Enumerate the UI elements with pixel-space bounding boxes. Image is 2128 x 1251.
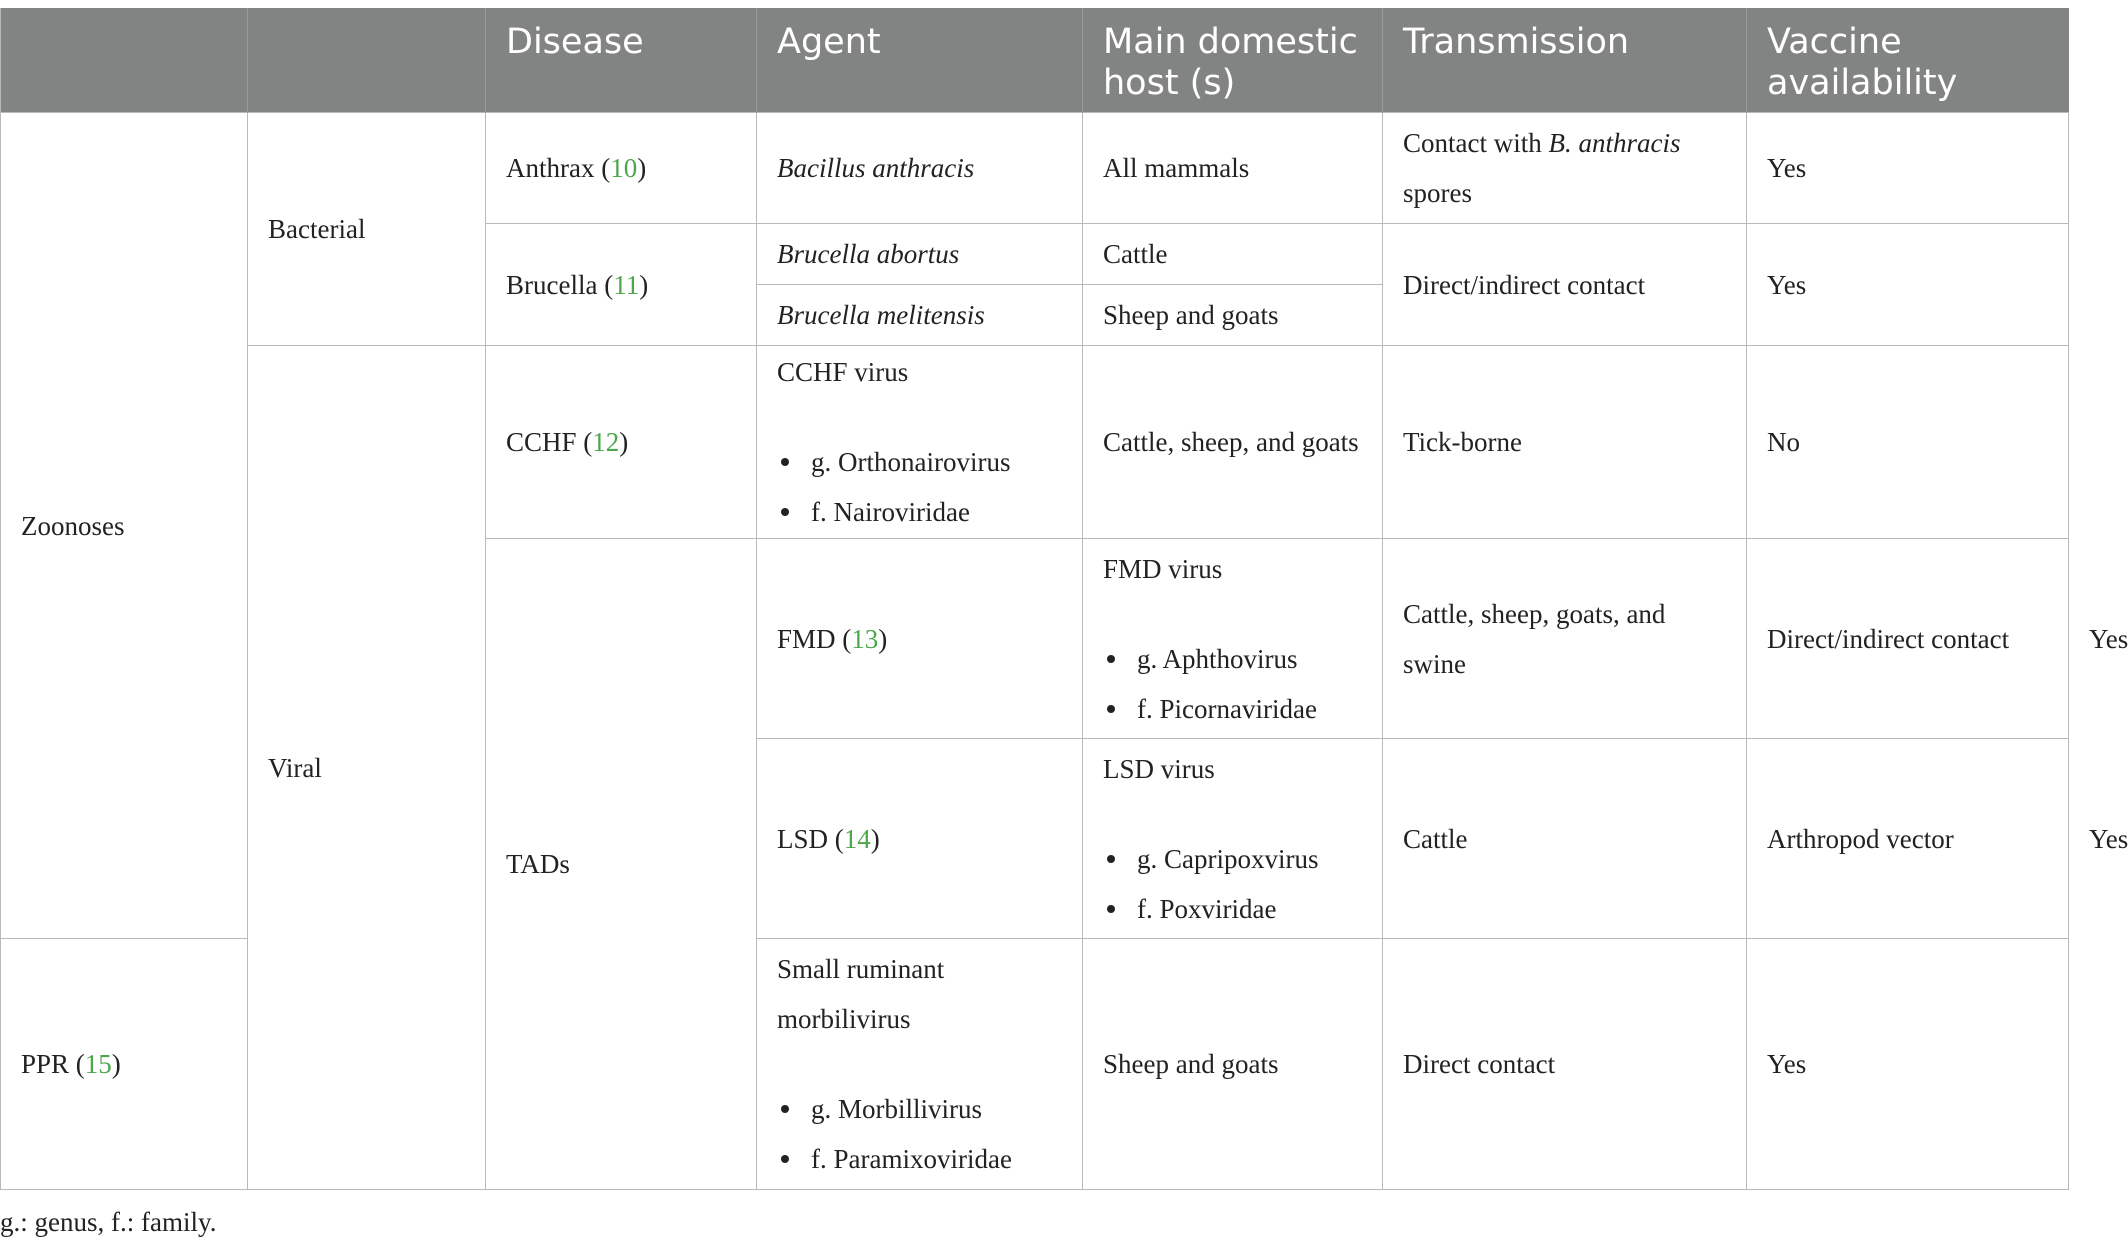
family-item: f. Poxviridae — [1103, 884, 1362, 934]
disease-cell: FMD (13) — [757, 539, 1083, 739]
reference-link[interactable]: 14 — [843, 823, 871, 854]
header-row — [1, 8, 2069, 113]
header-agent: Agent — [757, 8, 1083, 113]
host-cell: Sheep and goats — [1083, 939, 1383, 1190]
vaccine-cell: Yes — [1747, 113, 2069, 224]
group-zoonoses: Zoonoses — [1, 113, 248, 939]
transmission-cell: Direct/indirect contact — [1747, 539, 2069, 739]
genus-item: g. Orthonairovirus — [777, 437, 1062, 487]
taxonomy-list — [777, 437, 1062, 537]
transmission-cell: Direct contact — [1383, 939, 1747, 1190]
transmission-cell: Direct/indirect contact — [1383, 224, 1747, 346]
agent-cell: Brucella abortus — [757, 224, 1083, 285]
genus-item: g. Morbillivirus — [777, 1084, 1062, 1134]
disease-cell: CCHF (12) — [486, 346, 757, 539]
header-host: Main domestic host (s) — [1083, 8, 1383, 113]
agent-cell: Brucella melitensis — [757, 285, 1083, 346]
host-cell: Cattle — [1383, 739, 1747, 939]
disease-table — [0, 8, 2128, 1190]
table-row-cchf — [1, 346, 2069, 539]
agent-name: Small ruminant morbilivirus — [777, 954, 945, 1034]
reference-link[interactable]: 15 — [84, 1049, 112, 1079]
agent-cell — [757, 346, 1083, 539]
agent-cell: Bacillus anthracis — [757, 113, 1083, 224]
agent-name: CCHF virus — [777, 357, 909, 387]
disease-cell: Anthrax (10) — [486, 113, 757, 224]
agent-name: FMD virus — [1103, 553, 1223, 584]
host-cell: Sheep and goats — [1083, 285, 1383, 346]
header-disease: Disease — [486, 8, 757, 113]
agent-cell — [1083, 539, 1383, 739]
vaccine-cell: Yes — [1747, 224, 2069, 346]
taxonomy-list — [777, 1084, 1062, 1184]
type-viral: Viral — [248, 346, 486, 1190]
disease-cell: PPR (15) — [1, 939, 248, 1190]
header-transmission: Transmission — [1383, 8, 1747, 113]
family-item: f. Nairoviridae — [777, 487, 1062, 537]
genus-item: g. Aphthovirus — [1103, 634, 1362, 684]
taxonomy-list — [1103, 834, 1362, 934]
reference-link[interactable]: 10 — [610, 153, 638, 183]
host-cell: All mammals — [1083, 113, 1383, 224]
vaccine-cell: No — [1747, 346, 2069, 539]
type-bacterial: Bacterial — [248, 113, 486, 346]
reference-link[interactable]: 13 — [851, 623, 879, 654]
host-cell: Cattle, sheep, and goats — [1083, 346, 1383, 539]
taxonomy-list — [1103, 634, 1362, 734]
header-group — [1, 8, 248, 113]
header-type — [248, 8, 486, 113]
table-row-lsd: LSD (14) LSD virus g. Capripoxvirus f. Poxviridae Cattle Arthropod vector Yes — [1, 739, 2069, 939]
reference-link[interactable]: 12 — [592, 427, 620, 457]
disease-cell: Brucella (11) — [486, 224, 757, 346]
vaccine-cell: Yes — [1747, 939, 2069, 1190]
group-tads: TADs — [486, 539, 757, 1190]
genus-item: g. Capripoxvirus — [1103, 834, 1362, 884]
table-row-fmd: TADs FMD (13) FMD virus g. Aphthovirus f. Picornaviridae Cattle, sheep, goats, and swine Direct/indirect contact Yes — [1, 539, 2069, 739]
family-item: f. Picornaviridae — [1103, 684, 1362, 734]
transmission-cell: Contact with B. anthracis spores — [1383, 113, 1747, 224]
agent-cell — [1083, 739, 1383, 939]
host-cell: Cattle — [1083, 224, 1383, 285]
header-vaccine: Vaccine availability — [1747, 8, 2069, 113]
reference-link[interactable]: 11 — [613, 269, 640, 300]
table-footnote: g.: genus, f.: family. — [0, 1207, 217, 1237]
host-cell: Cattle, sheep, goats, and swine — [1383, 539, 1747, 739]
agent-cell — [757, 939, 1083, 1190]
disease-table-container — [0, 8, 2128, 1190]
transmission-cell: Tick-borne — [1383, 346, 1747, 539]
disease-cell: LSD (14) — [757, 739, 1083, 939]
transmission-cell: Arthropod vector — [1747, 739, 2069, 939]
agent-name: LSD virus — [1103, 753, 1215, 784]
table-row-anthrax — [1, 113, 2069, 224]
family-item: f. Paramixoviridae — [777, 1134, 1062, 1184]
